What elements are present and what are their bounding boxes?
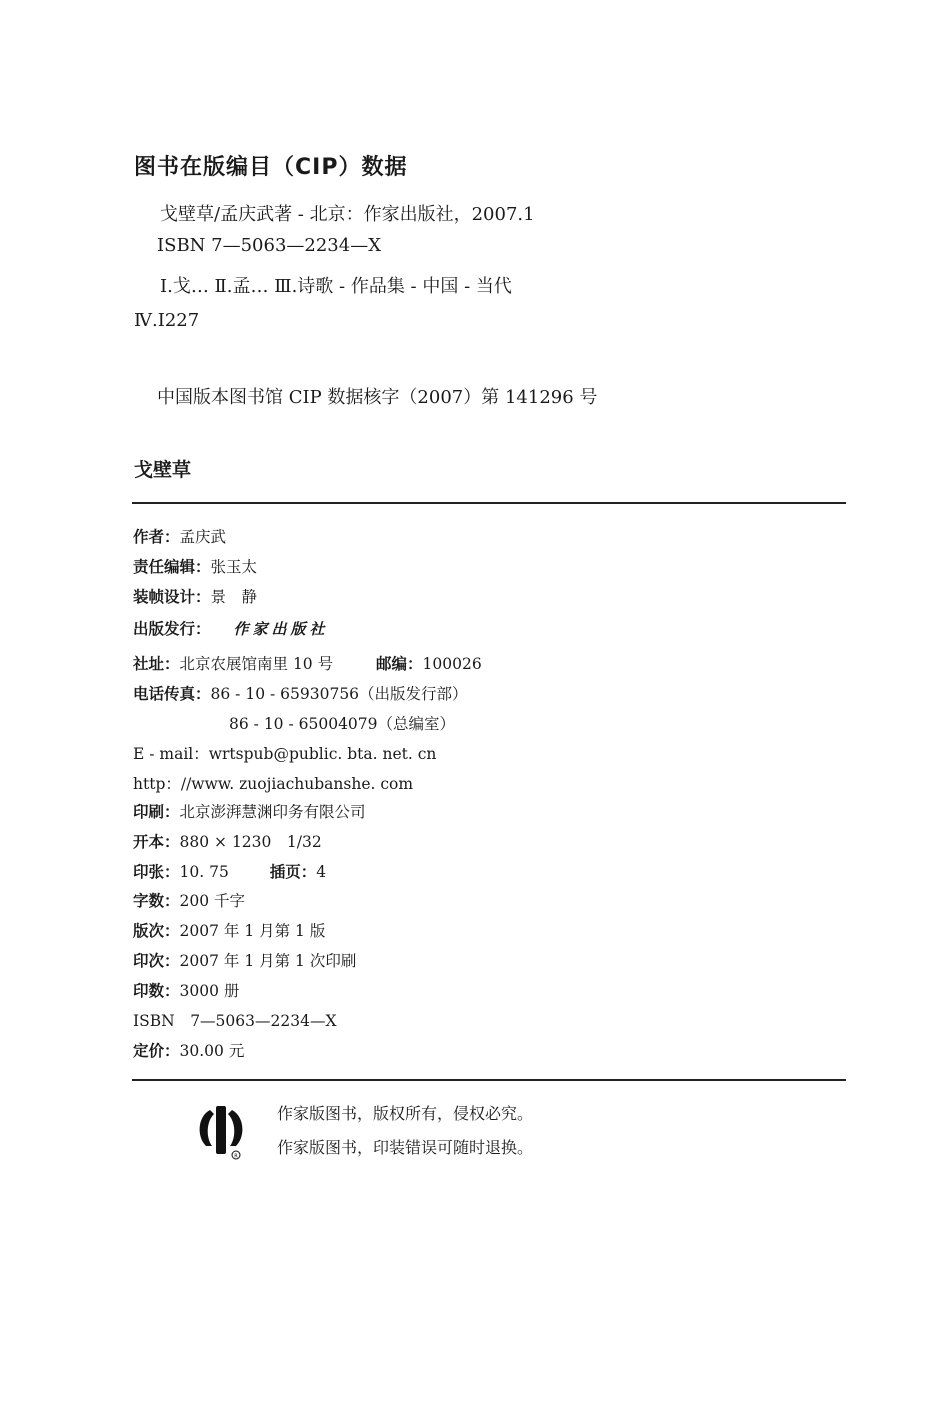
plates-value: 4 [316,863,327,881]
phone-row [133,682,468,704]
phone-value-1: 86 - 10 - 65930756（出版发行部） [210,685,468,703]
editor-label: 责任编辑： [133,558,211,576]
cip-line-classification: Ⅳ.I227 [134,310,200,331]
phone-value-2: 86 - 10 - 65004079（总编室） [229,715,456,733]
publisher-calligraphy: 作家出版社 [233,620,329,638]
book-title: 戈壁草 [134,459,192,481]
copies-value: 3000 册 [179,982,240,1000]
price-row [133,1039,244,1061]
editor-row [133,555,257,577]
edition-row [133,919,325,941]
edition-label: 版次： [133,922,180,940]
printing-row [133,949,356,971]
author-label: 作者： [133,528,180,546]
top-divider [132,502,846,504]
copies-label: 印数： [133,982,180,1000]
publisher-row [133,617,328,639]
bottom-divider [132,1079,846,1081]
postcode-value: 100026 [422,655,482,673]
cip-line-isbn: ISBN 7—5063—2234—X [157,235,382,256]
sheets-value: 10. 75 [179,863,229,881]
price-value: 30.00 元 [179,1042,245,1060]
words-value: 200 千字 [179,892,246,910]
author-value: 孟庆武 [179,528,227,546]
address-row [133,652,482,674]
words-label: 字数： [133,892,180,910]
words-row [133,889,245,911]
printer-value: 北京澎湃慧渊印务有限公司 [179,803,366,821]
price-label: 定价： [133,1042,180,1060]
publisher-logo-icon [196,1100,246,1160]
format-label: 开本： [133,833,180,851]
printer-row [133,800,366,822]
postcode-label: 邮编： [376,655,423,673]
cip-title: 图书在版编目（CIP）数据 [134,155,408,180]
copies-row [133,979,239,1001]
phone-label: 电话传真： [133,685,211,703]
printing-label: 印次： [133,952,180,970]
address-label: 社址： [133,655,180,673]
format-value: 880 × 1230 1/32 [179,833,322,851]
plates-label: 插页： [269,863,317,881]
isbn-row: ISBN 7—5063—2234—X [133,1012,337,1030]
cip-verification: 中国版本图书馆 CIP 数据核字（2007）第 141296 号 [157,387,598,408]
printer-label: 印刷： [133,803,180,821]
website-row: http：//www. zuojiachubanshe. com [133,775,414,793]
design-row [133,585,257,607]
copyright-notice: 作家版图书，版权所有，侵权必究。 [277,1104,534,1123]
cip-line-publisher: 戈壁草/孟庆武著 - 北京：作家出版社，2007.1 [160,204,535,225]
email-row: E - mail：wrtspub@public. bta. net. cn [133,745,437,763]
printing-value: 2007 年 1 月第 1 次印刷 [179,952,357,970]
edition-value: 2007 年 1 月第 1 版 [179,922,326,940]
editor-value: 张玉太 [210,558,258,576]
replacement-notice: 作家版图书，印装错误可随时退换。 [277,1138,534,1157]
sheets-row [133,860,326,882]
svg-text:R: R [234,1153,238,1160]
design-label: 装帧设计： [133,588,211,606]
publisher-label: 出版发行： [133,620,211,638]
address-value: 北京农展馆南里 10 号 [179,655,334,673]
sheets-label: 印张： [133,863,180,881]
phone-row-2 [229,712,455,734]
format-row [133,830,322,852]
design-value: 景 静 [210,588,258,606]
cip-line-subjects: Ⅰ.戈… Ⅱ.孟… Ⅲ.诗歌 - 作品集 - 中国 - 当代 [160,276,512,297]
author-row [133,525,226,547]
